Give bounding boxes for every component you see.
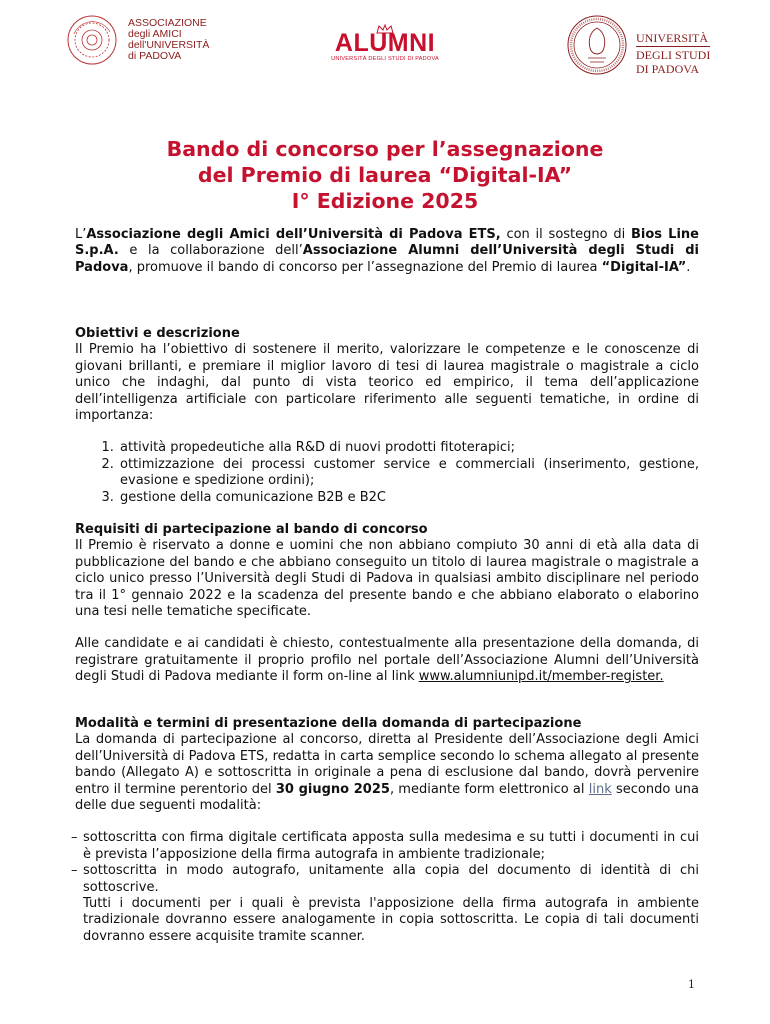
list-item: 3. gestione della comunicazione B2B e B2C	[118, 490, 699, 506]
unipd-logo-line: DEGLI STUDI	[636, 48, 711, 62]
topics-list	[75, 440, 699, 506]
associazione-amici-logo	[66, 8, 216, 68]
assoc-logo-line: ASSOCIAZIONE	[128, 17, 207, 29]
modalities-text	[75, 732, 699, 814]
intro-paragraph	[75, 227, 699, 276]
modalities-text-span: secondo una delle due seguenti modalità:	[75, 781, 700, 814]
options-list	[71, 830, 699, 945]
requirements-text-span: Alle candidate e ai candidati è chiesto, contestualmente alla presentazione della domanda, di registrare gratuitamente il proprio profilo nel portale dell’Associazione Alumni dell’Università degli Studi di Padova mediante il form on-line al link	[75, 636, 699, 685]
intro-text: L’	[75, 227, 87, 242]
title-line: del Premio di laurea “Digital-IA”	[197, 163, 573, 187]
dash-marker: –	[71, 863, 78, 879]
section-heading: Modalità e termini di presentazione della domanda di partecipazione	[75, 716, 582, 731]
note-text	[75, 896, 699, 945]
unipd-logo-line: UNIVERSITÀ	[636, 31, 710, 47]
intro-bold: Associazione Alumni dell’Università degli Studi di Padova	[75, 243, 700, 275]
requirements-section	[75, 522, 699, 686]
form-link[interactable]: link	[588, 781, 612, 797]
requirements-text-2	[75, 636, 699, 685]
deadline-date: 30 giugno 2025	[275, 781, 390, 797]
title-line: Bando di concorso per l’assegnazione	[166, 137, 604, 161]
member-register-link[interactable]: www.alumniunipd.it/member-register.	[418, 669, 664, 685]
unipd-logo	[566, 14, 716, 74]
alumni-wordmark: ALUMNI	[334, 29, 436, 57]
modalities-text-span: , mediante form elettronico al	[389, 781, 589, 797]
intro-text: con il sostegno di	[500, 227, 631, 242]
section-heading: Requisiti di partecipazione al bando di concorso	[75, 522, 428, 537]
list-item: 2. ottimizzazione dei processi customer service e commerciali (inserimento, gestione, evasione e spedizione ordini);	[118, 457, 699, 490]
page-number: 1	[688, 978, 695, 991]
modalities-text-span: La domanda di partecipazione al concorso, diretta al Presidente dell’Associazione degli Amici dell’Università di Padova ETS, redatta in carta semplice secondo lo schema allegato al presente bando (Allegato A) e sottoscritta in originale a pena di esclusione dal bando, dovrà pervenire entro il termine perentorio del	[75, 732, 699, 797]
unipd-seal-icon	[566, 14, 628, 76]
document-title	[80, 136, 690, 214]
intro-bold: Associazione degli Amici dell’Università di Padova ETS,	[86, 227, 501, 242]
assoc-logo-line: di PADOVA	[128, 50, 182, 62]
alumni-logo	[320, 22, 450, 62]
list-item	[71, 863, 699, 896]
assoc-logo-line: degli AMICI	[128, 28, 182, 40]
intro-text: .	[686, 259, 691, 275]
option-text: sottoscritta in modo autografo, unitamente alla copia del documento di identità di chi sottoscrive.	[83, 863, 699, 895]
alumni-crown-icon	[375, 24, 395, 34]
intro-text: , promuove il bando di concorso per l’assegnazione del Premio di laurea	[128, 259, 602, 275]
list-item: 1. attività propedeutiche alla R&D di nuovi prodotti fitoterapici;	[118, 440, 699, 456]
dash-marker: –	[71, 830, 78, 846]
associazione-seal-icon	[66, 14, 118, 66]
list-item	[71, 830, 699, 863]
intro-text: e la collaborazione dell’	[118, 243, 303, 259]
requirements-text: Il Premio è riservato a donne e uomini che non abbiano compiuto 30 anni di età alla data di pubblicazione del bando e che abbiano conseguito un titolo di laurea magistrale o magistrale a ciclo unico presso l’Università degli Studi di Padova in qualsiasi ambito disciplinare nel periodo tra il 1° gennaio 2022 e la scadenza del presente bando e che abbiano elaborato o elaborino una tesi nelle tematiche specificate.	[75, 538, 699, 620]
section-heading: Obiettivi e descrizione	[75, 326, 240, 341]
objectives-text: Il Premio ha l’obiettivo di sostenere il merito, valorizzare le competenze e le conoscenze di giovani brillanti, e premiare il miglior lavoro di tesi di laurea magistrale o magistrale a ciclo unico che indaghi, dal punto di vista teorico ed empirico, il tema dell’applicazione dell’intelligenza artificiale con particolare riferimento alle seguenti tematiche, in ordine di importanza:	[75, 342, 699, 424]
option-text: sottoscritta con firma digitale certificata apposta sulla medesima e su tutti i documenti in cui è prevista l’apposizione della firma autografa in ambiente tradizionale;	[83, 830, 699, 862]
assoc-logo-line: dell'UNIVERSITÀ	[128, 39, 210, 51]
modalities-section	[71, 716, 700, 945]
unipd-logo-line: DI PADOVA	[636, 62, 700, 76]
title-line: I° Edizione 2025	[291, 189, 479, 213]
note-span: Tutti i documenti per i quali è prevista l'apposizione della firma autografa in ambiente tradizionale dovranno essere analogamente in copia sottoscritta. Le copia di tali documenti dovranno essere acquisite tramite scanner.	[83, 896, 699, 944]
alumni-subtitle: UNIVERSITÀ DEGLI STUDI DI PADOVA	[331, 56, 439, 62]
intro-bold: Bios Line S.p.A.	[75, 227, 699, 259]
intro-bold: “Digital-IA”	[601, 259, 687, 275]
objectives-section	[75, 326, 699, 506]
